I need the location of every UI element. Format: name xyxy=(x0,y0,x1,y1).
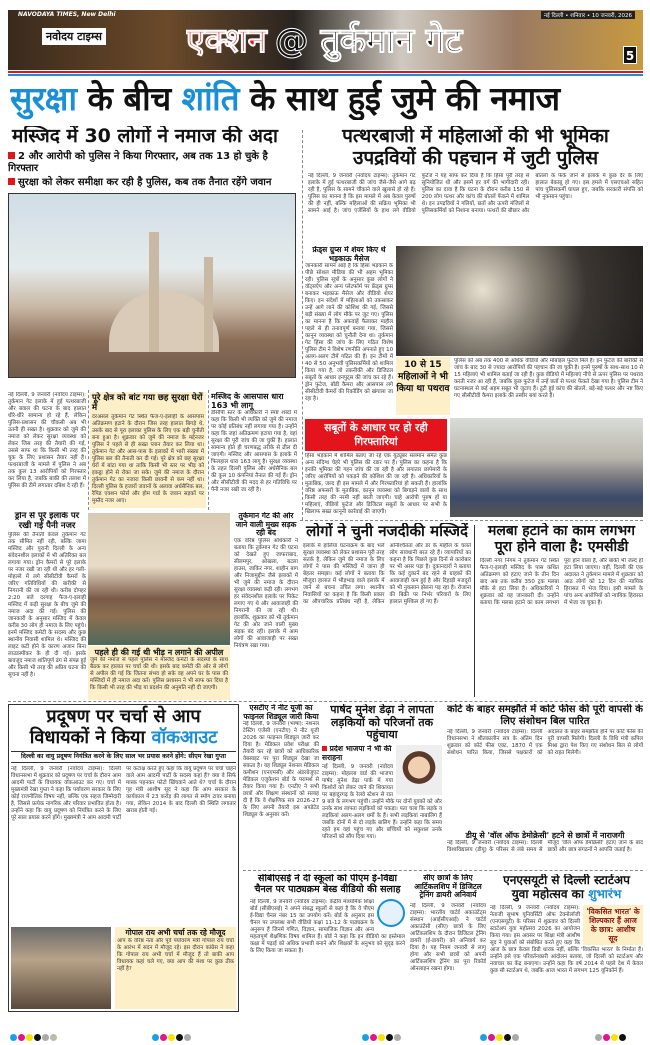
headline-line: पत्थरबाजी में महिलाओं की भी भूमिका xyxy=(342,126,609,147)
evidence-story xyxy=(305,419,447,517)
story-headline xyxy=(490,874,643,902)
divider xyxy=(474,525,475,697)
box-headline: पहले ही की गई थी भीड़ न लगाने की अपील xyxy=(94,648,224,657)
story-headline: एसटीए ने नीट यूजी का फाइनल शिड्यूल जारी किया xyxy=(243,704,319,721)
gopal-rai-box xyxy=(115,927,236,1009)
mosque-headline: मस्जिद में 30 लोगों ने नमाज की अदा xyxy=(12,126,278,147)
ca-story xyxy=(410,874,486,1012)
box-headline: गोपाल राय अभी चर्चा तक रहे मौजूद xyxy=(125,928,226,937)
story-body: नई दिल्ली, 9 जनवरी (नवोदय टाइम्स): भारतीय चार्टर्ड अकाउंटेंट्स संस्थान (आईसीएआई) ने चार्टर्ड अकाउंटेंसी (सीए) छात्रों के लिए आर्टिकलशिप के दौरान डिजिटल ट्रेनिंग डायरी (ई-डायरी) को अनिवार्य कर दिया है। यह नियम जनवरी से लागू होगा और सभी छात्रों को अपनी आर्टिकलशिप ट्रेनिंग का पूरा रिकॉर्ड ऑनलाइन रखना होगा। xyxy=(410,902,486,972)
cbse-content xyxy=(250,899,405,1012)
headline-line: प्रदूषण पर चर्चा से आप xyxy=(46,706,201,727)
headline-accent: वॉकआउट xyxy=(151,726,218,748)
story-subhead: दिल्ली का वायु प्रदूषण नियंत्रित करने के लिए साल भर प्रयास करने होंगे: सीएम रेखा गुप्ता xyxy=(11,751,236,762)
story-headline: कोर्ट के बाहर समझौते में कोर्ट फीस की पूरी वापसी के लिए संशोधन बिल पारित xyxy=(447,704,643,727)
road-closed-story xyxy=(234,512,298,698)
divider xyxy=(300,520,643,521)
prayer-photo xyxy=(88,513,230,645)
evidence-banner: सबूतों के आधार पर हो रही गिरफ्तारियां xyxy=(305,419,447,451)
divider xyxy=(8,74,643,76)
cbse-story xyxy=(250,874,405,1012)
article-body: नई दिल्ली, 9 जनवरी (नवोदय टाइम्स): तुर्कमान गेट इलाके में हुई पत्थरबाजी और बवाल की घटना के बाद हालात धीरे-धीरे सामान्य हो रहे हैं, लेकिन पुलिस-प्रशासन की चौकसी अब भी उतनी ही सख्त है। शुक्रवार को जुमे की नमाज को लेकर सुरक्षा व्यवस्था को लेकर जिस तरह की तैयारी की गई, उससे साफ था कि किसी भी तरह की चूक के लिए प्रशासन तैयार नहीं है। पत्थरबाजी के मामले में पुलिस ने अब तक कुल 13 आरोपियों को गिरफ्तार कर लिया है, जबकि बाकी की तलाश में पुलिस की टीमें लगातार दबिश दे रही हैं। xyxy=(8,392,86,489)
whatsapp-sidebar xyxy=(305,246,393,416)
story-body: पुलिस की तैनाती केवल तुर्कमान गेट तक सीमित नहीं रही, बल्कि जामा मस्जिद और पुरानी दिल्ली के अन्य संवेदनशील इलाकों में भी अतिरिक्त बल लगाया गया। ड्रोन कैमरों से पूरे इलाके पर नजर रखी जा रही थी और हर गली-मोहल्ले में लगे सीसीटीवी कैमरों के जरिए गतिविधियों की बारीकी से निगरानी की जा रही थी। करीब दोपहर 2:20 बजे दरगाह फैज-ए-इलाही मस्जिद में कड़ी सुरक्षा के बीच जुमे की नमाज अदा की गई। पुलिस की जानकारी के अनुसार मस्जिद में केवल करीब 30 लोग ही नमाज के लिए पहुंचे। इनमें मस्जिद कमेटी के सदस्य और कुछ स्थानीय निवासी शामिल थे। मस्जिद की लाइट कटी होने के कारण अजान बिना लाउडस्पीकर के ही दी गई। इसके बावजूद नमाज शांतिपूर्ण ढंग से संपन्न हुई और किसी भी तरह की अप्रिय घटना की सूचना नहीं है। xyxy=(8,531,86,678)
sidebar-body: जानकारी सामने आई है कि हिंसा भड़काने के पीछे सोशल मीडिया की भी अहम भूमिका रही। पुलिस सूत्रों के अनुसार कुछ लोगों ने वॉट्सऐप और अन्य प्लेटफॉर्म पर फ्रेंड्स ग्रुप्स बनाकर भड़काऊ मैसेज और वीडियो शेयर किए। इन संदेशों में महिलाओं को उकसाकर उन्हें आगे लाने की कोशिश की गई, जिससे बड़ी संख्या में लोग मौके पर जुट गए। पुलिस का मानना है कि अफवाहें फैलाकर माहौल पहले से ही तनावपूर्ण बनाया गया, जिससे कानून व्यवस्था को चुनौती देना था। तुर्कमान गेट हिंसा की जांच के लिए गठित विशेष पुलिस टीम ने विशेष रणनीति अपनाते हुए 10 अलग-अलग टीमें गठित की हैं। इन टीमों में 40 से 50 अनुभवी पुलिसकर्मियों को शामिल किया गया है, जो तकनीकी और डिजिटल सबूतों के आधार इनपुट्स की जांच कर रहे हैं। ड्रोन फुटेज, बॉडी कैमरा और आसपास लगे सीसीटीवी कैमरों की रिकॉर्डिंग को खंगाला जा रहा है। xyxy=(305,263,393,403)
bullet-icon xyxy=(322,746,327,751)
du-body: नई दिल्ली, 9 जनवरी (नवोदय टाइम्स): दिल्ली विश्वविद्यालय (डीयू) के परिसर से लंबे समय से मौजूद 'वॉल ऑफ डेमोक्रेसी' हटाए जाने के बाद छात्रों और छात्र संगठनों ने आपत्ति जताई है। xyxy=(447,840,643,853)
nearby-mosques-story xyxy=(303,523,471,698)
section-title-red: एक्शन xyxy=(186,21,267,61)
article-body: नई दिल्ली, 9 जनवरी (नवोदय टाइम्स): तुर्कमान गेट इलाके में हुई पत्थरबाजी की जांच जैसे-जैसे आगे बढ़ रही है, पुलिस के सामने चौंकाने वाले खुलासे हो रहे हैं। पुलिस का मानना है कि इस मामले में अब केवल पुरुषों की ही नहीं, बल्कि महिलाओं की सक्रिय भूमिका भी सामने आई है। जांच एजेंसियों के हाथ लगे वीडियो फुटेज ने यह साफ कर दिया है कि हिंसा पूरी तरह से सुनियोजित थी और इसमें हर वर्ग की भागीदारी रही। पुलिस का दावा है कि घटना के दौरान करीब 150 से 200 लोग पत्थर और कांच की बोतलें फेंकने में शामिल थे। इन उपद्रवियों ने गलियों, छतों और ऊपरी मंजिलों से पुलिसकर्मियों को निशाना बनाया। पत्थरों की बौछार और बोतलों के फेंके जाने से इलाके में कुछ देर के लिए हालात बेकाबू हो गए। इस हमले में एसएचओ सहित पांच पुलिसकर्मी घायल हुए, जबकि सरकारी संपत्ति को भी नुकसान पहुंचा। xyxy=(308,172,643,214)
councillor-photo xyxy=(396,745,442,795)
bullet-point: सुरक्षा को लेकर समीक्षा कर रही है पुलिस, कब तक तैनात रहेंगे जवान xyxy=(8,177,296,189)
divider xyxy=(8,701,643,702)
nsut-story xyxy=(490,874,643,1012)
story-body: नई दिल्ली, 9 जनवरी (भाषा): नेशनल टेस्टिंग एजेंसी (एनटीए) ने नीट यूजी 2026 का फाइनल शिड्यूल जारी कर दिया है। मेडिकल प्रवेश परीक्षा की तैयारी कर रहे छात्रों को आधिकारिक वेबसाइट पर पूरा शिड्यूल देखा जा सकता है। यह शिड्यूल नेशनल मेडिकल कमीशन (एनएमसी) और अंडरग्रेजुएट मेडिकल एजुकेशन बोर्ड के परामर्श से तैयार किया गया है। एनटीए ने सभी छात्रों और शिक्षण संस्थानों को सलाह दी है कि वे शैक्षणिक सत्र 2026-27 के लिए अपनी तैयारी इस अपडेटेड शिड्यूल के अनुसार करें। xyxy=(243,721,319,819)
callout-body: पुलिस को अब तक 400 से अधिक वीडियो और मोबाइल फुटेज मिले हैं। इन फुटेज की बारीकी से जांच के बाद 30 से ज्यादा आरोपियों की पहचान की जा चुकी है। इनमें पुरुषों के साथ-साथ 10 से 15 महिलाएं भी शामिल बताई जा रही हैं। कुछ वीडियो में महिलाएं नीचे से ऊपर पुलिस पर पथराव करती नजर आ रही हैं, जबकि कुछ फुटेज में उन्हें छतों से पत्थर फेंकते देखा गया है। पुलिस टीम ने घटनास्थल से कई अहम सबूत भी जुटाए हैं। टूटी हुई कांच की बोतलें, बड़े-बड़े पत्थर और नष्ट किए गए सीसीटीवी कैमरा इलाके की तस्वीर बयां करते हैं। xyxy=(454,358,643,399)
registration-marks xyxy=(362,1026,402,1045)
evidence-body: हिंसा भड़काने में शामिल बताए जा रहे एक यूट्यूबर सलमान समेत कुछ अन्य संदिग्ध चेहरे भी पुलिस की रडार पर हैं। पुलिस का कहना है कि इनकी भूमिका की गहन जांच की जा रही है और लगातार छापेमारी के जरिए आरोपियों को पकड़ने की कोशिश की जा रही है। अधिकारियों के मुताबिक, जल्द ही इस मामले में और गिरफ्तारियां हो सकती हैं। हालांकि वरिष्ठ अफसरों के मुताबिक, कानून व्यवस्था को बिगाड़ने वालों के साथ किसी तरह की नरमी नहीं बरती जाएगी। चाहे आरोपी पुरुष हों या महिलाएं, वीडियो फुटेज और डिजिटल सबूतों के आधार पर सभी के खिलाफ सख्त कानूनी कार्रवाई की जाएगी। xyxy=(305,453,447,515)
divider xyxy=(243,870,643,871)
story-body: नई दिल्ली, 9 जनवरी (नवोदय टाइम्स): दिल्ली विधानसभा में शुक्रवार को प्रदूषण पर चर्चा के दौरान आम आदमी पार्टी के विधायक वॉकआउट कर गए। चर्चा में मुख्यमंत्री रेखा गुप्ता ने कहा कि पर्यावरण सरकार के लिए कोई राजनीतिक विषय नहीं, बल्कि एक सहज जिम्मेदारी है, जिससे प्रत्येक नागरिक और परिवार प्रभावित होता है। उन्होंने कहा कि वायु प्रदूषण को नियंत्रित करने के लिए पूरे साल प्रयास करने होंगे। मुख्यमंत्री ने आम आदमी पार्टी पर कटाक्ष करते हुए कहा कि वायु प्रदूषण पर चर्चा चाहने वाले आम आदमी पार्टी के सदस्य कहां हैं? क्या वे सिर्फ मास्क पहनकर फोटो खिंचवाने आते थे? चर्चा के दौरान गृह मंत्री आशीष सूद ने कहा कि आप सरकार के कार्यकाल में 23 करोड़ की लागत से स्मॉग टावर बनाया गया, लेकिन 2014 के बाद दिल्ली की स्थिति लगातार खराब होती गई। xyxy=(11,765,236,821)
minaret xyxy=(204,257,213,352)
box-body: आप के वरिष्ठ नेता और पूर्व पर्यावरण मंत्री गोपाल राय चर्चा के आरंभ में सदन में मौजूद रहे। इस दौरान कांग्रेस ने कहा कि गोपाल राय अभी चर्चा में मौजूद हैं तो बाकी आप विधायक कहां चले गए, क्या आप की मंशा पर कुछ ठीक नहीं है? xyxy=(117,937,234,972)
debris-story xyxy=(480,523,643,698)
lead-headline xyxy=(10,78,640,120)
story-headline: सीबीएसई ने दी स्कूलों को पीएम ई-विद्या चैनल पर पाठ्यक्रम बेस्ड वीडियो की सलाह xyxy=(254,874,401,895)
story-headline: मलबा हटाने का काम लगभग पूरा होने वाला है: एमसीडी xyxy=(487,523,636,556)
story-body: नई दिल्ली, 9 जनवरी (नवोदय टाइम्स): नेताजी सुभाष यूनिवर्सिटी ऑफ टेक्नोलॉजी (एनएसयूटी) के परिसर में शुक्रवार को दिल्ली स्टार्टअप युवा महोत्सव 2026 का आयोजन किया गया। इस अवसर पर शिक्षा मंत्री आशीष सूद ने युवाओं को संबोधित करते हुए कहा कि आज के छात्र केवल डिग्री धारक नहीं, बल्कि 'विकसित भारत' के निर्माता हैं। उन्होंने इसे एक परिवर्तनकारी आंदोलन बताया, जो दिल्ली को स्टार्टअप और नवाचार का केंद्र बनाएगा। उन्होंने कहा कि वर्ष 2014 से पहले देश में केवल कुछ सौ स्टार्टअप थे, जबकि आज भारत में लगभग 125 यूनिकॉर्न हैं। xyxy=(490,904,643,974)
nsut-content xyxy=(490,905,643,1012)
mosque-dome xyxy=(109,292,219,352)
story-body: दिल्ली नगर निगम ने तुर्कमान गेट स्थित फैज-ए-इलाही मस्जिद के पास कथित अतिक्रमण को हटाए जाने के तीन दिन बाद अब तक करीब 350 ट्रक मलबा मौके से हटा लिया है। अधिकारियों ने शुक्रवार को यह जानकारी दी। उन्होंने बताया कि मलबा हटाने का काम लगभग पूरा होने वाला है, और बाकी भी जल्द हो हटा लिया जाएगा। वहीं, दिल्ली की एक अदालत ने तुर्कमान मामले में शुक्रवार को आठ लोगों को 12 दिन की न्यायिक हिरासत में भेज दिया। इसी मामले के पांच अन्य आरोपियों को न्यायिक हिरासत में भेजा जा चुका है। xyxy=(480,558,643,607)
box-headline: पूरे क्षेत्र को बांट गया छह सुरक्षा घेरों में xyxy=(92,393,203,413)
bullet-point: 2 और आरोपी को पुलिस ने किया गिरफ्तार, अब तक 13 हो चुके है गिरफ्तार xyxy=(8,151,296,175)
registration-marks xyxy=(480,1026,520,1045)
mosque-story xyxy=(8,126,296,378)
story-body: डीसीपी स्तर के अधिकारी ने स्पष्ट शब्दों में कहा कि किसी भी व्यक्ति को जुमे की नमाज पर कोई प्रतिबंध नहीं लगाया गया है। उन्होंने कहा कि जहां अतिक्रमण हटाया गया है, वहां सुरक्षा की पूरी जांच की जा चुकी है। हालात सामान्य होते ही चरणबद्ध तरीके से ढील दी जाएगी। मस्जिद और आसपास के इलाके में फिलहाल धारा 163 लागू है। सुरक्षा व्यवस्था के तहत दिल्ली पुलिस और अर्धसैनिक बल की कुल 10 कंपनियां तैनात की गई हैं। ड्रोन और सीसीटीवी की मदद से हर गतिविधि पर पैनी नजर रखी जा रही है। xyxy=(211,410,297,494)
story-body: नई दिल्ली, 9 जनवरी (नवोदय टाइम्स): मोहल्ला वार्ड की भाजपा पार्षद मुनेश डेढ़ा पार्क में गया किशोरों को लेकर जाने की शिकायत पर बहादुरगढ़ के रेलवे स्टेशन से रात 9 बजे के लगभग पहुंचीं। उन्होंने मौके पर दोनों युवकों को और उनके साथ लापता लड़कियों को पकड़ा। पता चला कि लड़के व लड़कियां अलग-अलग धर्मों के हैं। सभी लड़कियां नाबालिग हैं जबकि दोनों में से दो लड़के बालिग हैं। उन्होंने कहा कि समय रहते हम वहां पहुंच गए और बच्चियों को सकुशल उनके परिजनों को सौंप दिया गया। xyxy=(322,764,442,841)
security-rings-box xyxy=(90,392,206,508)
du-headline: डीयू से 'वॉल ऑफ डेमोक्रेसी' हटने से छात्रों में नाराजगी xyxy=(465,830,625,840)
headline-accent: सुरक्षा xyxy=(10,79,77,118)
page-number: 5 xyxy=(623,46,637,64)
story-headline: मस्जिद के आसपास धारा 163 भी लागू xyxy=(211,392,284,411)
women-callout: 10 से 15 महिलाओं ने भी किया था पथराव xyxy=(396,357,450,415)
headline-accent: शांति xyxy=(181,79,240,118)
story-body: नई दिल्ली, 9 जनवरी (नवोदय टाइम्स): दिल्ली विधानसभा ने शीतकालीन सत्र के अंतिम दिन शुक्रवार को कोर्ट फीस एक्ट, 1870 में एक संशोधन पारित किया, जिससे पक्षकारों को अदालत के बाहर समझौता होने पर कोर्ट फीस की पूरी वापसी मिलेगी। दिल्ली के विधि मंत्री कपिल मिश्रा द्वारा पेश किए गए संशोधन बिल से लोगों को राहत मिलेगी। xyxy=(447,729,643,756)
stone-pelting-story xyxy=(308,126,643,244)
headline-text: के साथ हुई जुमे की नमाज xyxy=(239,79,560,118)
stone-pelting-headline xyxy=(308,126,643,170)
drone-story xyxy=(8,512,86,698)
paper-name: NAVODAYA TIMES, New Delhi xyxy=(18,11,116,18)
councillor-story xyxy=(322,704,442,868)
headline-text: युवा महोत्सव का xyxy=(511,886,589,901)
story-headline: लोगों ने चुनी नजदीकी मस्जिदें xyxy=(306,523,468,540)
divider xyxy=(8,71,643,73)
divider xyxy=(208,390,209,510)
story-headline: पार्षद मुनेश डेढ़ा ने लापता लड़कियों को परिजनों तक पहुंचाया xyxy=(330,704,434,742)
headline-line: एनएसयूटी से दिल्ली स्टार्टअप xyxy=(503,874,630,887)
story-headline: तुर्कमान गेट की ओर जाने वाली मुख्य सड़क रही बंद xyxy=(235,512,297,538)
headline-accent: शुभारंभ xyxy=(588,886,622,901)
sidebar-headline: फ्रेंड्स ग्रुप्स में शेयर किए थे भड़काऊ मैसेज xyxy=(312,246,386,263)
registration-marks xyxy=(10,1026,58,1045)
court-fees-story xyxy=(447,704,643,868)
headline-text: विधायकों ने किया xyxy=(29,726,152,748)
registration-marks xyxy=(152,1026,192,1045)
headline-line: उपद्रवियों की पहचान में जुटी पुलिस xyxy=(352,146,599,169)
issue-date: नई दिल्ली • शनिवार • 10 जनवरी, 2026 xyxy=(541,11,635,19)
assembly-photo xyxy=(11,927,111,1009)
story-body: एक वरिष्ठ पुलिस अधिकारी ने बताया कि तुर्कमान गेट की घटना को देखते हुए जाफराबाद, सीलमपुर, ओखला, बटला हाउस, जाकिर नगर, शाहीन बाग और निजामुद्दीन जैसे इलाकों में भी जुमे की नमाज के दौरान सुरक्षा व्यवस्था कड़ी रही। लगभग हर संवेदनशील इलाके पर पिकेट लगाए गए थे और आवाजाही की निगरानी की जा रही थी। हालांकि, शुक्रवार को भी तुर्कमान गेट की ओर जाने वाली मुख्य सड़क बंद रही। इलाके में आम लोगों की आवाजाही पर सख्त नियंत्रण रखा गया। xyxy=(234,537,298,649)
walkout-story xyxy=(8,704,239,1012)
registration-marks xyxy=(595,1026,627,1045)
story-headline: ड्रोन से पूरे इलाके पर रखी गई पैनी नजर xyxy=(14,512,80,531)
mosque-photo xyxy=(8,193,296,378)
box-body: जुमे की नमाज से पहले पुलिस ने मस्जिद कमेटी के सदस्यों के साथ बैठक कर हालात पर चर्चा की थी। इसके बाद कमेटी की ओर से लोगों से अपील की गई कि जितना संभव हो सके वह अपने घर के पास की मस्जिदों में ही नमाज अदा करें। पुलिस प्रशासन ने भी साफ कर दिया है कि किसी भी तरह की भीड़ या प्रदर्शन की अनुमति नहीं दी जाएगी। xyxy=(90,657,228,692)
section-banner xyxy=(8,10,643,70)
quote-box: 'विकसित भारत' के शिल्पकार हैं आज के छात्र: आशीष सूद xyxy=(583,905,643,945)
neet-story xyxy=(243,704,319,868)
story-body: इलाके में हालिया घटनाक्रम के बाद भले सुरक्षा व्यवस्था को लेकर प्रशासन पूरी तरह सतर्क है, लेकिन जुमे की नमाज के लिए लोगों ने पास की मस्जिदों में जाना ही बेहतर समझा। कई लोगों ने बताया कि मौजूदा हालात में भीड़भाड़ वाले इलाके में जाने से बचना उचित लगा। स्थानीय निवासियों का कहना है कि किसी प्रकार का औपचारिक प्रतिबंध नहीं है, लेकिन अनिश्चितता और डर के माहौल के चलते लोग सावधानी बरत रहे हैं। व्यापारियों का कहना है कि पिछले कुछ दिनों से कारोबार पर भी असर पड़ा है। दुकानदारों ने बताया कि कई दुकानें बंद रहने से ग्राहकों की आवाजाही कम हुई है और दिहाड़ी मजदूरों को भी नुकसान झेलना पड़ रहा है। रोजाना की बिक्री पर निर्भर परिवारों के लिए हालात मुश्किल हो गए हैं। xyxy=(303,543,471,606)
minaret xyxy=(149,232,159,352)
headline-text: के बीच xyxy=(76,79,182,118)
section-163-story xyxy=(211,392,297,508)
councillor-content xyxy=(322,745,442,868)
box-body: दरअसल तुर्कमान गेट स्थित फैज-ए-इलाही के आसपास अतिक्रमण हटाने के दौरान जिस तरह हालात बिगड़े थे, उसके बाद से पूरा इलाका पुलिस के लिए एक बड़ी चुनौती बना हुआ है। शुक्रवार को जुमे की नमाज के मद्देनजर पुलिस ने पहले से ही सख्त प्लान तैयार कर लिया था। तुर्कमान गेट और आस-पास के इलाकों में भारी संख्या में पुलिस बल की तैनाती कर दी गई। पूरे क्षेत्र को छह सुरक्षा घेरों में बांटा गया था ताकि किसी भी स्तर पर भीड़ को इकट्ठा होने से रोका जा सके। जुमे की नमाज के दौरान तुर्कमान गेट का नजारा किसी छावनी से कम नहीं था। दिल्ली पुलिस के हजारों जवानों के अलावा अर्धसैनिक बल, रैपिड एक्शन फोर्स और होम गार्ड के जवान सड़कों पर मुस्तैद नजर आए। xyxy=(92,413,204,504)
section-title xyxy=(186,16,606,66)
police-photo xyxy=(450,418,643,517)
story-headline: सीए छात्रों के लिए आर्टिकलशिप में डिजिटल ट्रेनिंग डायरी अनिवार्य xyxy=(414,874,482,900)
story-headline xyxy=(11,707,236,748)
subhead-text: प्रदेश भाजपा ने भी की सराहना xyxy=(322,744,392,762)
section-title-black: @ तुर्कमान गेट xyxy=(274,21,463,61)
walkout-media-row xyxy=(11,927,236,1009)
story-body: नई दिल्ली, 9 जनवरी (नवोदय टाइम्स): केंद्रीय माध्यमिक शिक्षा बोर्ड (सीबीएसई) ने अपने संबद्ध स्कूलों से कहा है कि वे पीएम ई-विद्या चैनल नंबर 15 का उपयोग करें। बोर्ड के अनुसार इस चैनल पर उपलब्ध सभी वीडियो कक्षा 11-12 के पाठ्यक्रम के अनुरूप हैं जिनमें गणित, विज्ञान, सामाजिक विज्ञान और अन्य महत्वपूर्ण शैक्षणिक विषय शामिल हैं। बोर्ड ने कहा कि इन वीडियो का इस्तेमाल कक्षा में पढ़ाई को अधिक प्रभावी बनाने और शिक्षकों के अनुभव को सुदृढ़ करने के लिए किया जा सकता है। xyxy=(250,898,405,954)
appeal-box xyxy=(88,646,230,700)
divider xyxy=(302,130,303,520)
clash-photo xyxy=(396,246,643,356)
cbse-logo xyxy=(377,899,405,927)
divider xyxy=(88,390,89,510)
logo: नवोदय टाइम्स xyxy=(42,28,106,45)
